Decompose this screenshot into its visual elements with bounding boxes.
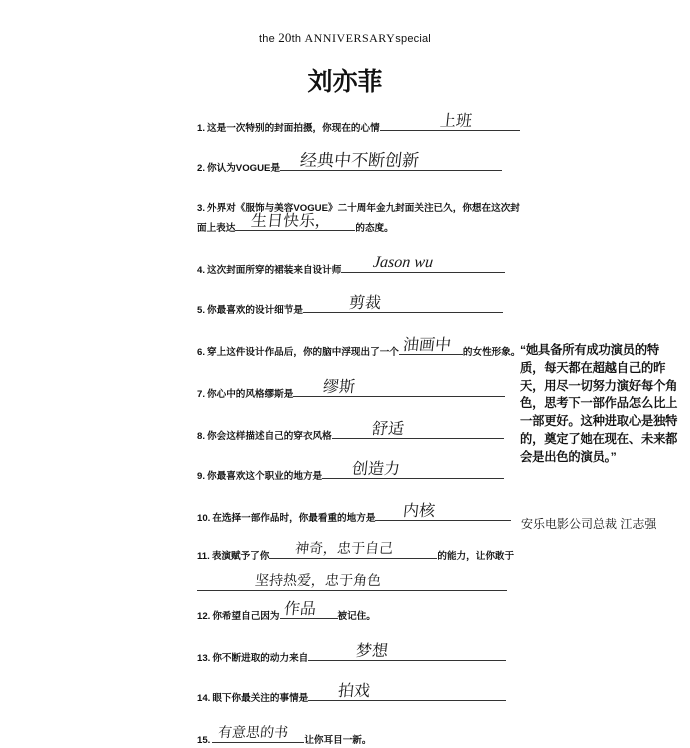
question-number: 1. [197,123,206,134]
handwritten-answer: 梦想 [355,641,390,660]
question-8 [197,419,504,444]
answer-blank-continued [197,572,507,591]
question-5 [197,293,503,318]
answer-blank [293,377,505,397]
question-number: 13. [197,653,211,664]
pull-quote: “她具备所有成功演员的特质，每天都在超越自己的昨天，用尽一切努力演好每个角色，思考下一部作品怎么比上一部更好。这种进取心是独特的，奠定了她在现在、未来都会是出色的演员。” [520,343,678,464]
question-text: 在选择一部作品时，你最看重的地方是 [212,513,376,524]
question-13 [197,641,506,666]
question-number: 15. [197,735,211,746]
question-3-line-2 [197,211,394,236]
question-number: 8. [197,431,206,442]
question-text: 你认为VOGUE是 [207,163,281,174]
quote-attribution: 安乐电影公司总裁 江志强 [521,517,657,531]
handwritten-answer: 神奇，忠于自己 [294,541,395,557]
header-twenty: 20 [278,30,292,45]
page-title: 刘亦菲 [307,67,383,96]
question-number: 5. [197,305,206,316]
question-12 [197,599,376,624]
answer-blank [303,293,503,313]
handwritten-answer: 创造力 [351,459,402,478]
question-text: 外界对《服饰与美容VOGUE》二十周年金九封面关注已久，你想在这次封 [207,203,520,214]
question-text: 眼下你最关注的事情是 [212,693,309,704]
question-2 [197,151,502,176]
question-9 [197,459,504,484]
question-number: 11. [197,551,210,562]
answer-blank [280,599,338,619]
question-text: 穿上这件设计作品后，你的脑中浮现出了一个 [207,347,399,358]
handwritten-answer: 坚持热爱，忠于角色 [254,573,382,589]
question-text: 面上表达 [197,223,236,234]
question-suffix: 的态度。 [355,223,394,234]
answer-blank [380,111,520,131]
answer-blank [332,419,504,439]
header-special: special [395,33,431,45]
handwritten-answer: 内核 [402,501,437,520]
question-3-line-1 [197,202,520,216]
answer-blank [399,335,463,355]
answer-blank [269,541,437,559]
handwritten-answer: 有意思的书 [217,725,290,741]
anniversary-header [0,30,690,46]
question-6 [197,335,521,360]
question-number: 3. [197,203,206,214]
handwritten-answer: 剪裁 [348,293,383,312]
question-text: 这次封面所穿的裙装来自设计师 [207,265,342,276]
handwritten-answer: 经典中不断创新 [298,151,421,171]
question-suffix: 的能力，让你敢于 [437,551,515,562]
question-text: 你最喜欢这个职业的地方是 [207,471,323,482]
handwritten-answer: 生日快乐， [250,211,333,230]
question-text: 表演赋予了你 [211,551,270,562]
handwritten-answer: 作品 [282,599,317,618]
header-anniversary: ANNIVERSARY [304,31,396,45]
handwritten-answer: 舒适 [370,419,405,438]
question-11 [197,541,515,564]
question-text: 你心中的风格缪斯是 [207,389,294,400]
question-4 [197,254,505,278]
question-number: 9. [197,471,206,482]
question-number: 10. [197,513,211,524]
question-1 [197,111,520,136]
question-text: 你不断进取的动力来自 [212,653,309,664]
answer-blank [212,725,304,743]
question-suffix: 的女性形象。 [462,347,521,358]
answer-blank [235,211,355,231]
handwritten-answer: 油画中 [401,335,452,354]
answer-blank [341,254,505,273]
question-text: 你会这样描述自己的穿衣风格 [207,431,332,442]
question-10 [197,501,511,526]
answer-blank [308,641,506,661]
question-text: 你希望自己因为 [212,611,280,622]
header-th: th [291,33,305,45]
question-number: 14. [197,693,211,704]
header-the: the [259,33,279,45]
question-text: 这是一次特别的封面拍摄，你现在的心情 [207,123,380,134]
question-text: 你最喜欢的设计细节是 [207,305,303,316]
question-suffix: 被记住。 [337,611,376,622]
question-7 [197,377,505,402]
question-number: 4. [197,265,206,276]
answer-blank [280,151,502,171]
answer-blank [322,459,504,479]
question-14 [197,681,506,706]
question-number: 12. [197,611,211,622]
question-number: 6. [197,347,206,358]
question-15 [197,725,372,748]
answer-blank [308,681,506,701]
handwritten-answer: 拍戏 [337,681,372,700]
handwritten-answer: 上班 [438,111,473,130]
handwritten-answer: Jason wu [372,254,435,271]
question-suffix: 让你耳目一新。 [304,735,372,746]
question-number: 2. [197,163,206,174]
question-number: 7. [197,389,206,400]
handwritten-answer: 缪斯 [322,377,357,396]
answer-blank [375,501,511,521]
